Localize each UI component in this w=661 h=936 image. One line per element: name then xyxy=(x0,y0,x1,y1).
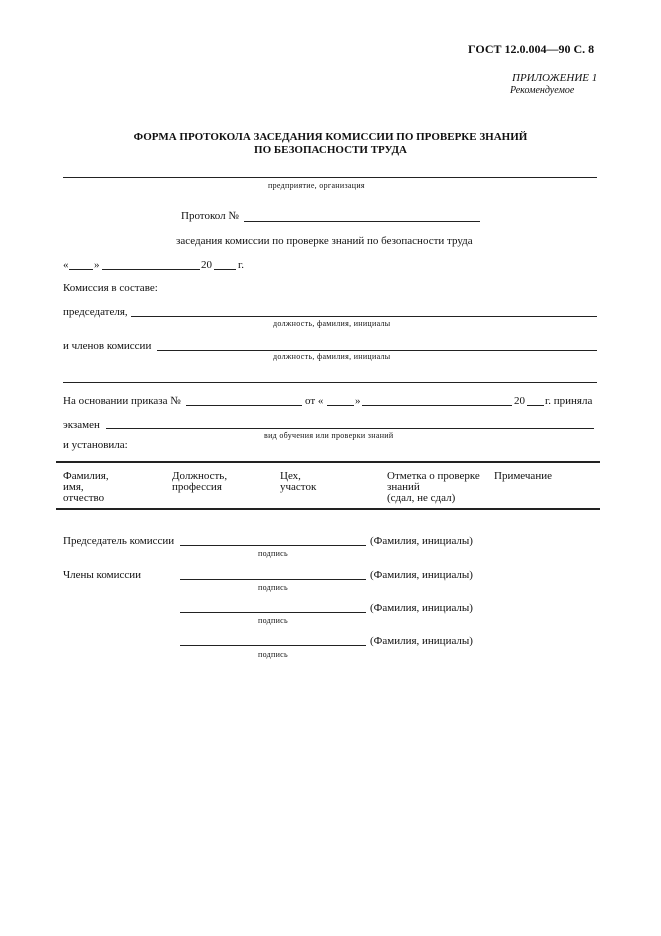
protocol-number-line[interactable] xyxy=(244,221,480,222)
exam-line[interactable] xyxy=(106,428,594,429)
sign-member3-line[interactable] xyxy=(180,645,366,646)
sign-member1-caption: подпись xyxy=(258,583,288,592)
table-top-border xyxy=(56,461,600,463)
members-line[interactable] xyxy=(157,350,597,351)
meeting-text: заседания комиссии по проверке знаний по безопасности труда xyxy=(176,235,473,247)
sign-member3-name-hint: (Фамилия, инициалы) xyxy=(370,635,473,647)
sign-member1-name-hint: (Фамилия, инициалы) xyxy=(370,569,473,581)
sign-member2-caption: подпись xyxy=(258,616,288,625)
col-header-workshop: Цех, участок xyxy=(280,470,317,493)
date-day-line[interactable] xyxy=(69,269,93,270)
col-header-note: Примечание xyxy=(494,470,552,482)
col-header-name: Фамилия, имя, отчество xyxy=(63,470,109,504)
gost-header: ГОСТ 12.0.004—90 С. 8 xyxy=(468,42,595,56)
sign-member2-line[interactable] xyxy=(180,612,366,613)
date-open-quote: « xyxy=(63,259,69,271)
protocol-label: Протокол № xyxy=(181,210,239,222)
organization-caption: предприятие, организация xyxy=(268,181,365,190)
sign-members-label: Члены комиссии xyxy=(63,569,142,581)
exam-label: экзамен xyxy=(63,419,100,431)
order-quote-close: » xyxy=(355,395,361,407)
exam-caption: вид обучения или проверки знаний xyxy=(264,431,394,440)
sign-chairman-line[interactable] xyxy=(180,545,366,546)
sign-member3-caption: подпись xyxy=(258,650,288,659)
organization-line[interactable] xyxy=(63,177,597,178)
order-prefix: На основании приказа № xyxy=(63,395,181,407)
members-extra-line[interactable] xyxy=(63,382,597,383)
order-day-line[interactable] xyxy=(327,405,354,406)
established-label: и установила: xyxy=(63,439,128,451)
order-suffix: г. приняла xyxy=(545,395,593,407)
date-close-quote: » xyxy=(94,259,100,271)
date-year-line[interactable] xyxy=(214,269,236,270)
sign-chairman-caption: подпись xyxy=(258,549,288,558)
col-header-result: Отметка о проверке знаний (сдал, не сдал) xyxy=(387,470,480,504)
col-header-position: Должность, профессия xyxy=(172,470,228,493)
order-from: от « xyxy=(305,395,324,407)
order-number-line[interactable] xyxy=(186,405,302,406)
form-title-line1: ФОРМА ПРОТОКОЛА ЗАСЕДАНИЯ КОМИССИИ ПО ПРОВЕРКЕ ЗНАНИЙ xyxy=(133,131,528,143)
order-year-line[interactable] xyxy=(527,405,544,406)
commission-label: Комиссия в составе: xyxy=(63,282,158,294)
order-year: 20 xyxy=(514,395,525,407)
date-year-suffix: г. xyxy=(238,259,245,271)
order-month-line[interactable] xyxy=(362,405,512,406)
form-title-line2: ПО БЕЗОПАСНОСТИ ТРУДА xyxy=(254,144,407,156)
sign-chairman-label: Председатель комиссии xyxy=(63,535,175,547)
sign-member1-line[interactable] xyxy=(180,579,366,580)
members-label: и членов комиссии xyxy=(63,340,152,352)
chairman-label: председателя, xyxy=(63,306,128,318)
recommended-label: Рекомендуемое xyxy=(510,85,575,96)
sign-chairman-name-hint: (Фамилия, инициалы) xyxy=(370,535,473,547)
date-month-line[interactable] xyxy=(102,269,200,270)
date-year-prefix: 20 xyxy=(201,259,212,271)
sign-member2-name-hint: (Фамилия, инициалы) xyxy=(370,602,473,614)
appendix-label: ПРИЛОЖЕНИЕ 1 xyxy=(512,72,598,84)
members-caption: должность, фамилия, инициалы xyxy=(273,352,391,361)
table-bottom-border xyxy=(56,508,600,510)
chairman-line[interactable] xyxy=(131,316,597,317)
chairman-caption: должность, фамилия, инициалы xyxy=(273,319,391,328)
